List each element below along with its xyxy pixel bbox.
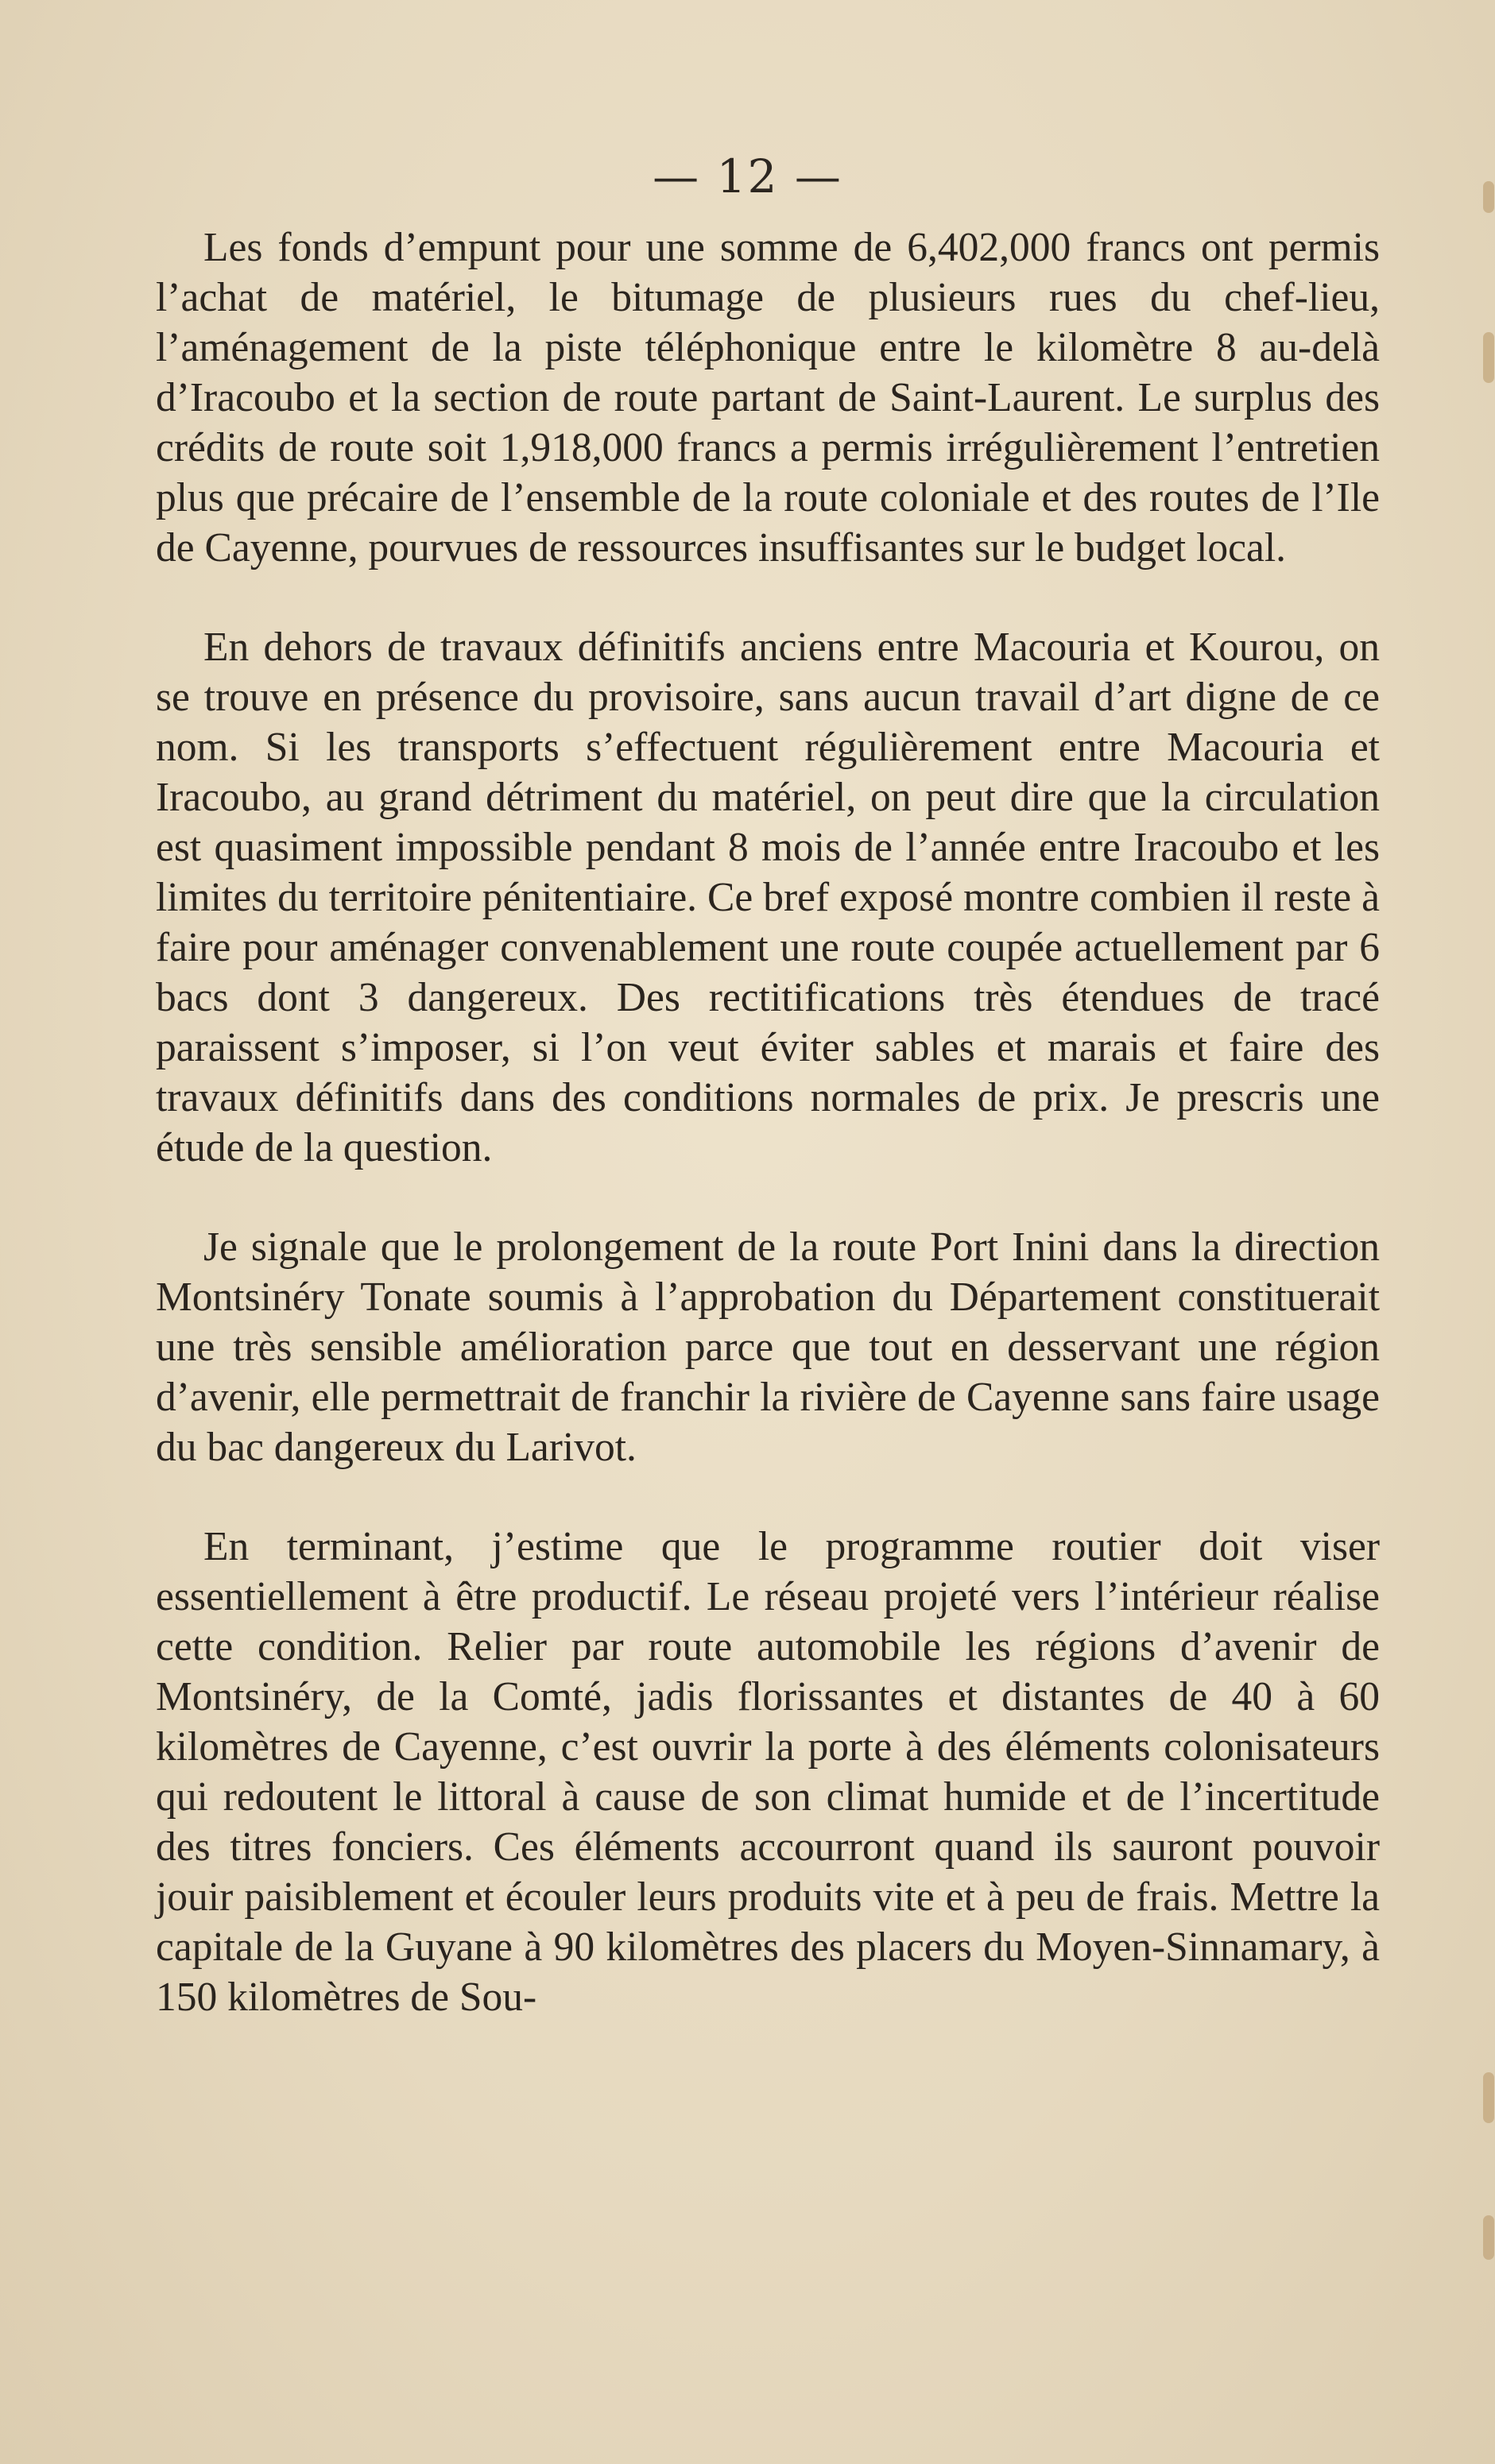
page-number: — 12 — bbox=[653, 149, 842, 203]
margin-stain bbox=[1483, 2215, 1494, 2260]
paragraph: En dehors de travaux définitifs anciens entre Macouria et Kourou, on se trouve en présence du provisoire, sans aucun travail d’art digne de ce nom. Si les transports s’effectuent régulièrement entre Macouria et Iracoubo, au grand détriment du matériel, on peut dire que la circulation est quasiment impossible pendant 8 mois de l’année entre Iracoubo et les limites du territoire pénitentiaire. Ce bref exposé montre combien il reste à faire pour aménager convenablement une route coupée actuellement par 6 bacs dont 3 dangereux. Des rectitifications très étendues de tracé paraissent s’imposer, si l’on veut éviter sables et marais et faire des travaux définitifs dans des conditions normales de prix. Je prescris une étude de la question. bbox=[156, 625, 1380, 1170]
margin-stain bbox=[1483, 2072, 1494, 2123]
paragraph: Les fonds d’empunt pour une somme de 6,402,000 francs ont permis l’achat de matériel, le bitumage de plusieurs rues du chef-lieu, l’aménagement de la piste téléphonique entre le kilomètre 8 au-delà d’Iracoubo et la section de route partant de Saint-Laurent. Le surplus des crédits de route soit 1,918,000 francs a permis irrégulièrement l’entretien plus que précaire de l’ensemble de la route coloniale et des routes de l’Ile de Cayenne, pourvues de ressources insuffisantes sur le budget local. bbox=[156, 225, 1380, 571]
paragraph: Je signale que le prolongement de la route Port Inini dans la direction Montsinéry Tonate soumis à l’approbation du Département constituerait une très sensible amélioration parce que tout en desservant une région d’avenir, elle permettrait de franchir la rivière de Cayenne sans faire usage du bac dangereux du Larivot. bbox=[156, 1224, 1380, 1470]
margin-stain bbox=[1483, 332, 1494, 383]
paragraph: En terminant, j’estime que le programme routier doit viser essentiellement à être productif. Le réseau projeté vers l’intérieur réalise cette condition. Relier par route automobile les régions d’avenir de Montsinéry, de la Comté, jadis florissantes et distantes de 40 à 60 kilomètres de Cayenne, c’est ouvrir la porte à des éléments colonisateurs qui redoutent le littoral à cause de son climat humide et de l’incertitude des titres fonciers. Ces éléments accourront quand ils sauront pouvoir jouir paisiblement et écouler leurs produits vite et à peu de frais. Mettre la capitale de la Guyane à 90 kilomètres des placers du Moyen-Sinnamary, à 150 kilomètres de Sou- bbox=[156, 1524, 1380, 2020]
body-text bbox=[156, 222, 1380, 2022]
